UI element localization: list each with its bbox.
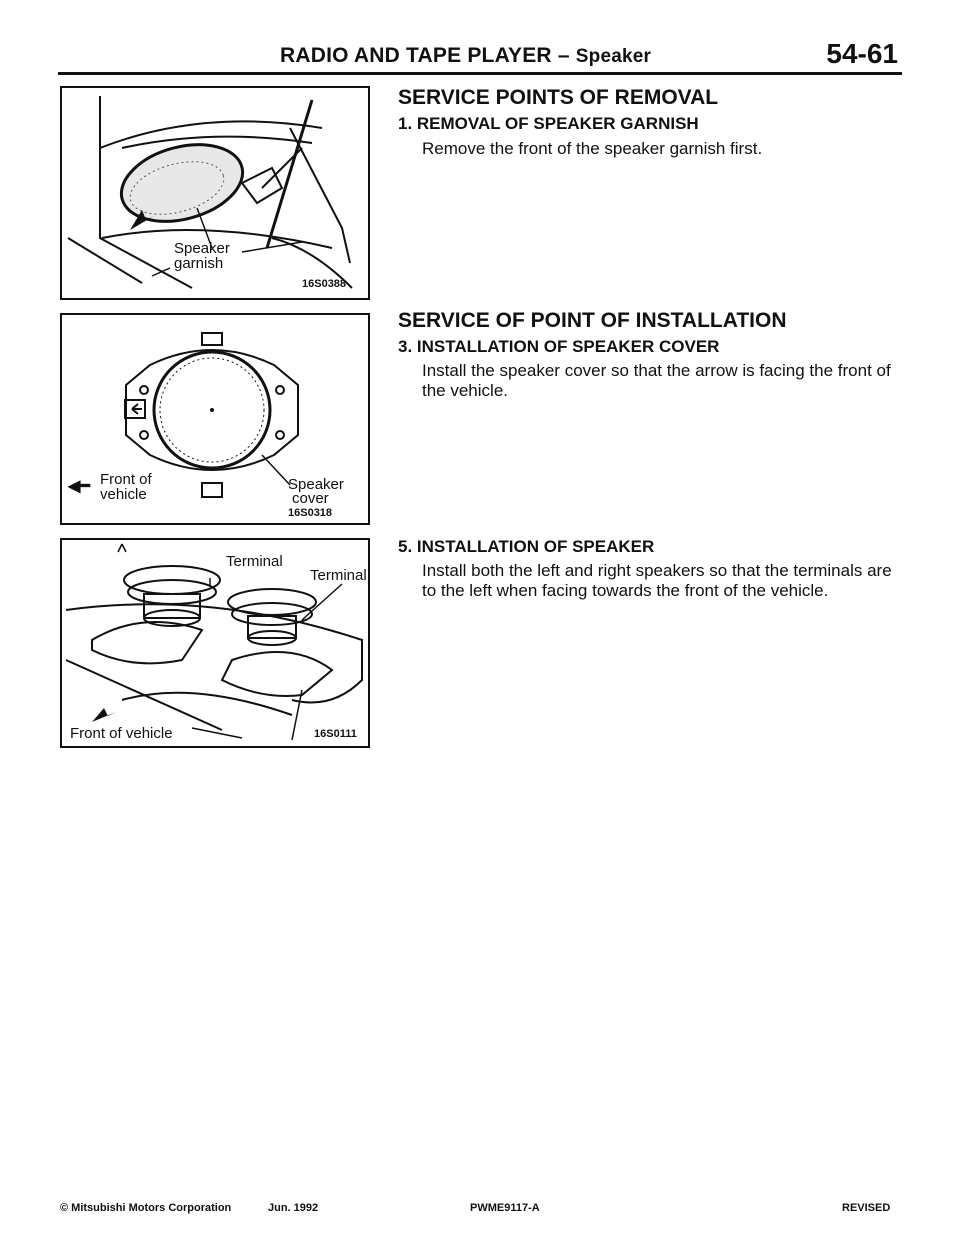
figure-speakers bbox=[60, 538, 370, 748]
figure-code: 16S0111 bbox=[314, 728, 357, 740]
header-divider bbox=[58, 72, 902, 75]
step-text-install-speaker: Install both the left and right speakers so that the terminals are to the left when facing towards the front of the vehicle. bbox=[422, 561, 892, 600]
speaker-cover-label-2: cover bbox=[292, 490, 329, 507]
header-subtitle: Speaker bbox=[575, 46, 652, 67]
front-of-vehicle-label-2: vehicle bbox=[100, 486, 147, 503]
step-text-removal-garnish: Remove the front of the speaker garnish first. bbox=[422, 139, 763, 158]
step-title-install-speaker: 5. INSTALLATION OF SPEAKER bbox=[398, 537, 655, 556]
speaker-cover-label-1: Speaker bbox=[288, 476, 344, 493]
footer-status: REVISED bbox=[842, 1202, 891, 1214]
speaker-garnish-label-2: garnish bbox=[174, 255, 224, 272]
terminal-label-a: Terminal bbox=[226, 553, 283, 570]
front-of-vehicle-label: Front of vehicle bbox=[70, 725, 173, 742]
figure-code: 16S0318 bbox=[288, 507, 333, 519]
figure-code: 16S0388 bbox=[302, 278, 347, 290]
section-title-installation: SERVICE OF POINT OF INSTALLATION bbox=[398, 309, 787, 332]
step-text-install-cover: Install the speaker cover so that the arrow is facing the front of the vehicle. bbox=[422, 361, 891, 400]
step-title-removal-garnish: 1. REMOVAL OF SPEAKER GARNISH bbox=[398, 114, 699, 133]
header-section-title: RADIO AND TAPE PLAYER bbox=[280, 44, 552, 67]
left-arrow-icon: ◀━ bbox=[68, 478, 90, 495]
footer-copyright: © Mitsubishi Motors Corporation bbox=[60, 1202, 232, 1214]
section-title-removal: SERVICE POINTS OF REMOVAL bbox=[398, 86, 719, 109]
step-title-install-cover: 3. INSTALLATION OF SPEAKER COVER bbox=[398, 337, 720, 356]
header-separator: – bbox=[557, 44, 570, 67]
footer-date: Jun. 1992 bbox=[268, 1202, 319, 1214]
speaker-garnish-label-1: Speaker bbox=[174, 240, 230, 257]
figure-speaker-cover bbox=[60, 313, 370, 525]
front-of-vehicle-label-1: Front of bbox=[100, 471, 152, 488]
page-header-title bbox=[280, 44, 651, 68]
footer-doc-code: PWME9117-A bbox=[470, 1202, 540, 1214]
page-number: 54-61 bbox=[826, 38, 898, 69]
figure-speaker-garnish bbox=[60, 86, 370, 300]
terminal-label-b: Terminal bbox=[310, 567, 367, 584]
arrow-icon bbox=[132, 404, 142, 414]
arrow-icon bbox=[92, 708, 116, 722]
